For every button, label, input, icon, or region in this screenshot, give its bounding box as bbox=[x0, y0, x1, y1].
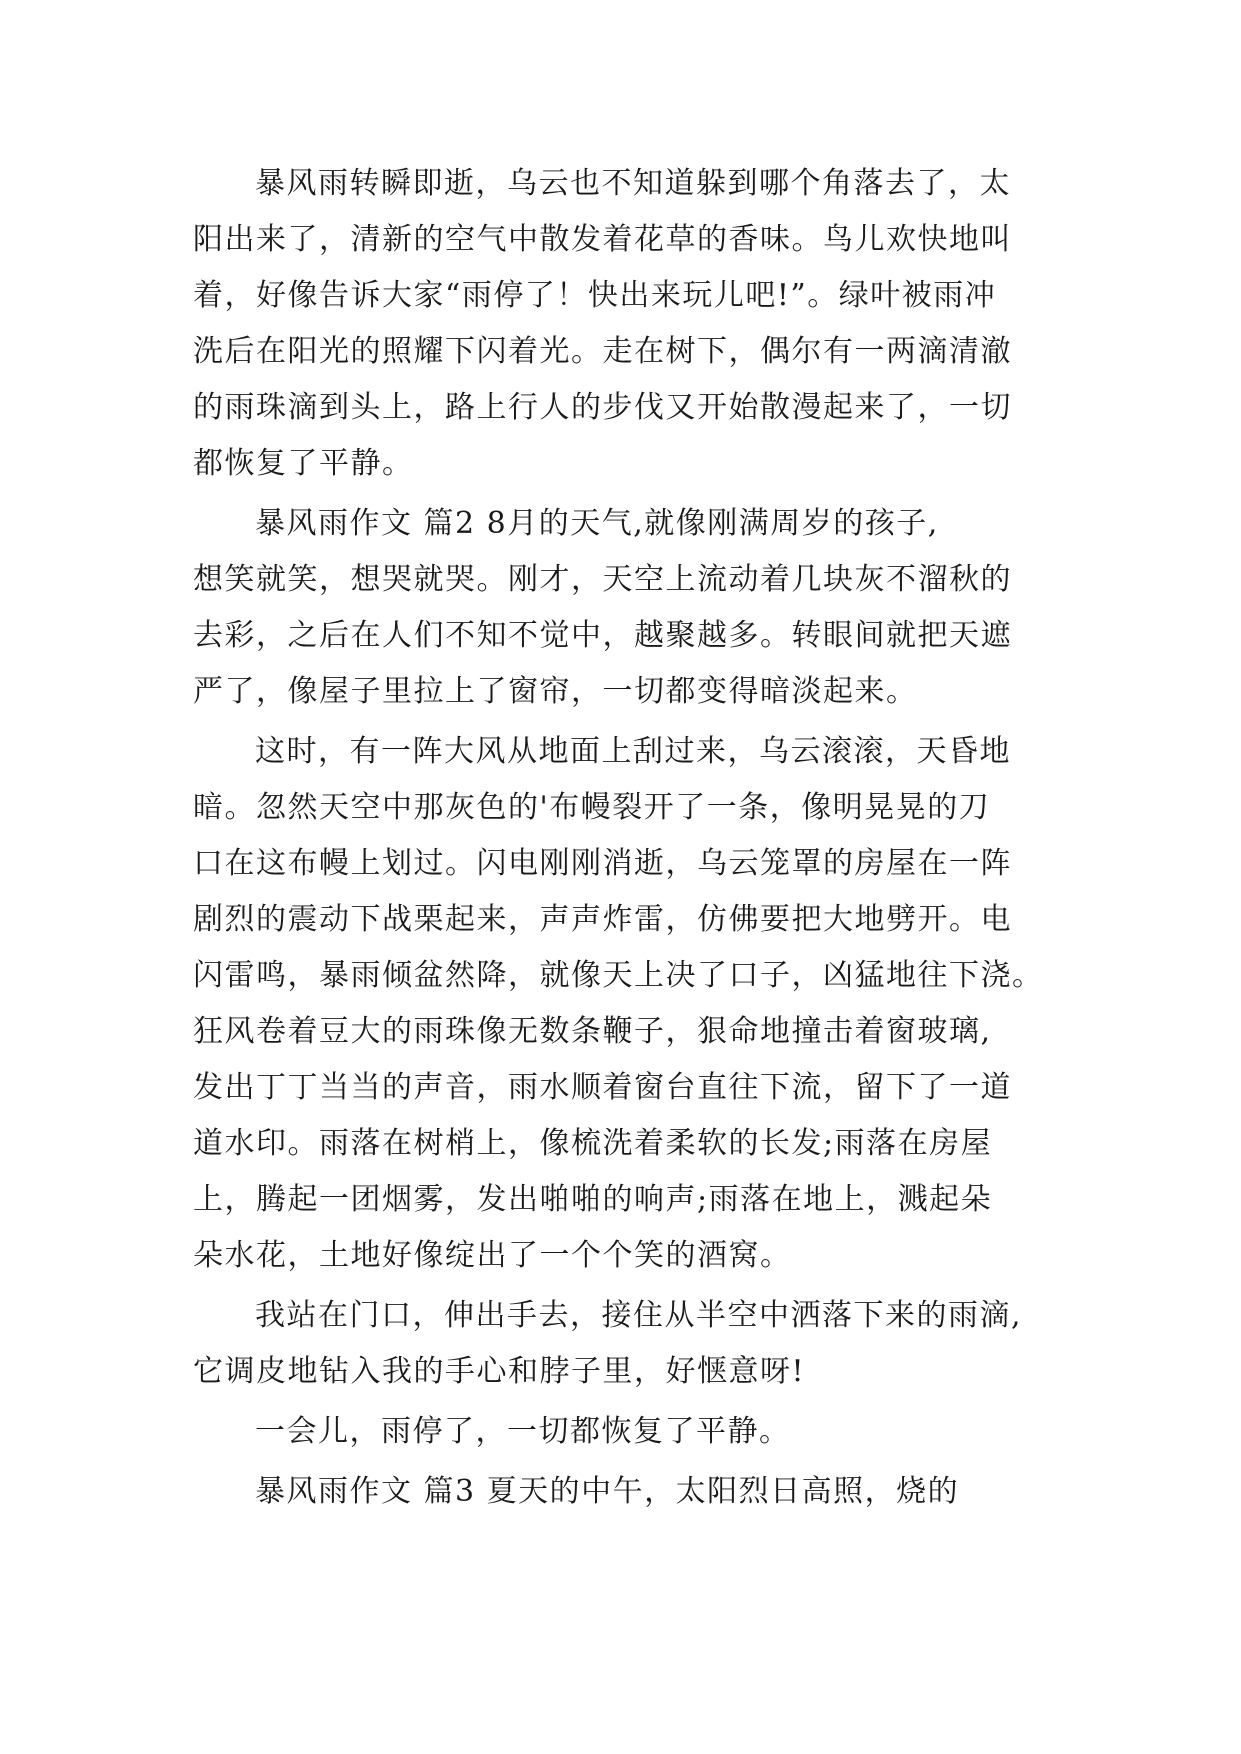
text-line: 一会儿，雨停了，一切都恢复了平静。 bbox=[255, 1414, 791, 1449]
text-line: 发出丁丁当当的声音，雨水顺着窗台直往下流，留下了一道 bbox=[193, 1070, 1012, 1105]
text-line: 想笑就笑，想哭就哭。刚才，天空上流动着几块灰不溜秋的 bbox=[193, 562, 1012, 597]
text-line: 朵水花，土地好像绽出了一个个笑的酒窝。 bbox=[193, 1238, 792, 1273]
text-line: 暗。忽然天空中那灰色的'布幔裂开了一条，像明晃晃的刀 bbox=[193, 790, 991, 825]
text-line: 剧烈的震动下战栗起来，声声炸雷，仿佛要把大地劈开。电 bbox=[193, 902, 1012, 937]
text-line: 洗后在阳光的照耀下闪着光。走在树下，偶尔有一两滴清澈 bbox=[193, 334, 1012, 369]
text-line: 这时，有一阵大风从地面上刮过来，乌云滚滚，天昏地 bbox=[255, 734, 1011, 769]
text-line: 道水印。雨落在树梢上，像梳洗着柔软的长发;雨落在房屋 bbox=[193, 1126, 993, 1161]
text-line: 狂风卷着豆大的雨珠像无数条鞭子，狠命地撞击着窗玻璃, bbox=[193, 1014, 992, 1049]
text-line: 都恢复了平静。 bbox=[193, 446, 414, 481]
text-line: 去彩，之后在人们不知不觉中，越聚越多。转眼间就把天遮 bbox=[193, 618, 1012, 653]
text-line: 的雨珠滴到头上，路上行人的步伐又开始散漫起来了，一切 bbox=[193, 390, 1012, 425]
section-heading-line: 暴风雨作文 篇3 夏天的中午，太阳烈日高照，烧的 bbox=[255, 1474, 960, 1509]
text-line: 我站在门口，伸出手去，接住从半空中洒落下来的雨滴, bbox=[255, 1298, 1023, 1333]
text-line: 阳出来了，清新的空气中散发着花草的香味。鸟儿欢快地叫 bbox=[193, 222, 1012, 257]
text-line: 着，好像告诉大家“雨停了！快出来玩儿吧!”。绿叶被雨冲 bbox=[193, 278, 997, 313]
section-heading-line: 暴风雨作文 篇2 8月的天气,就像刚满周岁的孩子, bbox=[255, 506, 939, 541]
text-line: 它调皮地钻入我的手心和脖子里，好惬意呀! bbox=[193, 1354, 806, 1389]
text-line: 暴风雨转瞬即逝，乌云也不知道躲到哪个角落去了，太 bbox=[255, 166, 1011, 201]
text-line: 闪雷鸣，暴雨倾盆然降，就像天上决了口子，凶猛地往下浇。 bbox=[193, 958, 1044, 993]
text-line: 上，腾起一团烟雾，发出啪啪的响声;雨落在地上，溅起朵 bbox=[193, 1182, 993, 1217]
text-line: 严了，像屋子里拉上了窗帘，一切都变得暗淡起来。 bbox=[193, 674, 918, 709]
text-line: 口在这布幔上划过。闪电刚刚消逝，乌云笼罩的房屋在一阵 bbox=[193, 846, 1012, 881]
